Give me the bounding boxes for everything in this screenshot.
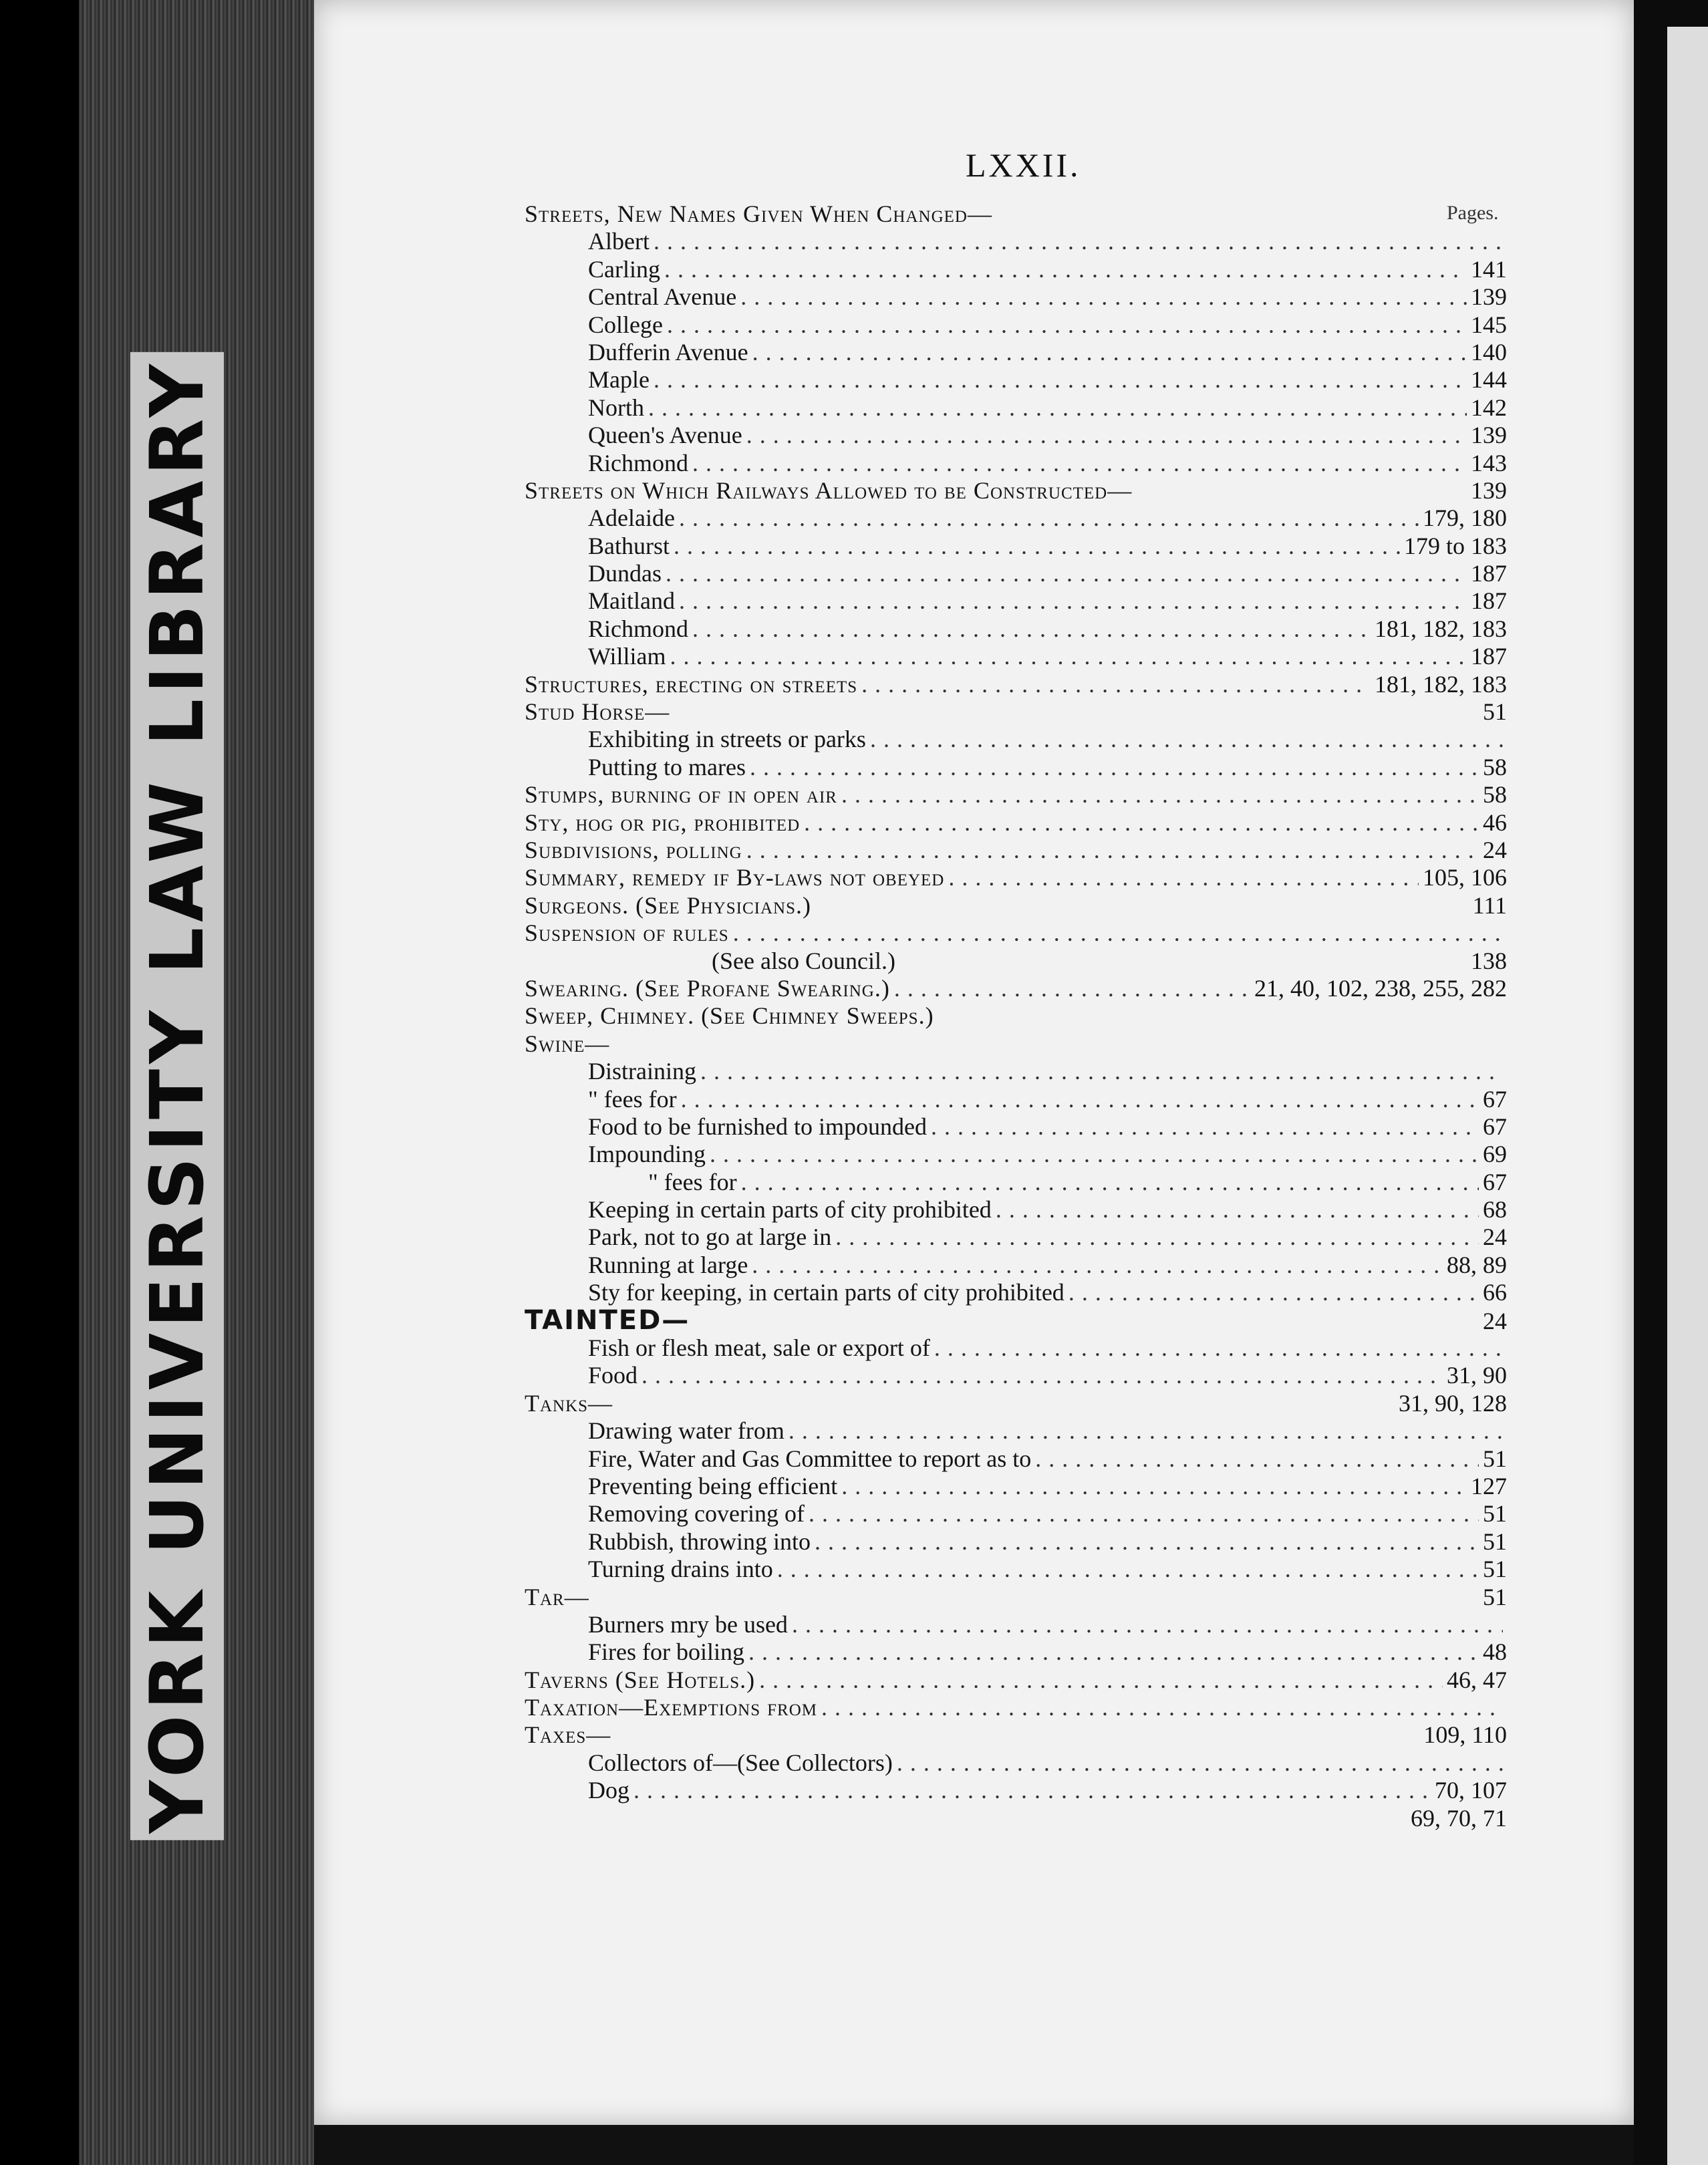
dot-leader <box>633 1777 1431 1804</box>
index-entry <box>525 422 1507 449</box>
index-entry <box>525 366 1507 394</box>
entry-label: Tanks— <box>525 1389 613 1417</box>
dot-leader <box>750 754 1479 781</box>
entry-pages: 51 <box>1483 1445 1507 1472</box>
entry-pages: 145 <box>1471 311 1507 338</box>
index-entry <box>525 533 1507 560</box>
entry-label: Maple <box>588 366 650 394</box>
dot-leader <box>700 1058 1503 1085</box>
entry-label: Bathurst <box>588 532 670 559</box>
entry-label: TAINTED— <box>525 1304 690 1336</box>
entry-pages: 142 <box>1471 394 1507 421</box>
index-entries <box>525 200 1507 1832</box>
entry-pages: 111 <box>1472 891 1507 919</box>
dot-leader <box>648 394 1467 422</box>
entry-pages: 31, 90, 128 <box>1399 1389 1507 1417</box>
entry-pages: 58 <box>1483 781 1507 809</box>
index-entry <box>525 1058 1507 1085</box>
spine-label-text: YORK UNIVERSITY LAW LIBRARY <box>130 352 224 1840</box>
dot-leader <box>948 864 1419 891</box>
index-entry <box>525 698 1507 726</box>
index-entry <box>525 311 1507 339</box>
entry-pages: 51 <box>1483 698 1507 726</box>
index-entry <box>525 228 1507 255</box>
entry-label: Richmond <box>588 615 688 642</box>
entry-pages: 21, 40, 102, 238, 255, 282 <box>1254 974 1507 1002</box>
dot-leader <box>642 1362 1443 1389</box>
entry-label: Tar— <box>525 1583 589 1610</box>
index-entry <box>525 919 1507 947</box>
entry-label: Turning drains into <box>588 1556 773 1583</box>
entry-label: Taxation—Exemptions from <box>525 1694 818 1721</box>
entry-label: Queen's Avenue <box>588 422 742 449</box>
entry-pages: 24 <box>1483 1223 1507 1251</box>
index-entry <box>525 671 1507 698</box>
index-entry <box>525 1113 1507 1141</box>
index-entry <box>525 1417 1507 1445</box>
index-entry <box>525 283 1507 311</box>
dot-leader <box>670 643 1467 670</box>
entry-label: Sweep, Chimney. (See Chimney Sweeps.) <box>525 1002 934 1030</box>
entry-label: Dufferin Avenue <box>588 338 748 366</box>
index-entry <box>525 1473 1507 1500</box>
entry-label: Albert <box>588 228 650 255</box>
entry-label: Rubbish, throwing into <box>588 1528 811 1555</box>
index-entry <box>525 1390 1507 1417</box>
index-entry <box>525 809 1507 837</box>
dot-leader <box>821 1694 1503 1721</box>
entry-pages: 51 <box>1483 1583 1507 1610</box>
entry-label: Food <box>588 1362 638 1389</box>
index-entry <box>525 1694 1507 1721</box>
entry-pages: 139 <box>1471 476 1507 504</box>
entry-label: Sty, hog or pig, prohibited <box>525 809 801 836</box>
entry-pages: 181, 182, 183 <box>1375 670 1507 698</box>
entry-label: Structures, erecting on streets <box>525 670 858 698</box>
dot-leader <box>894 975 1250 1002</box>
entry-label: Streets on Which Railways Allowed to be Constructed— <box>525 476 1133 504</box>
index-entry <box>525 975 1507 1002</box>
entry-label: Drawing water from <box>588 1417 785 1445</box>
dot-leader <box>861 671 1371 698</box>
index-entry <box>525 450 1507 477</box>
entry-pages: 66 <box>1483 1279 1507 1306</box>
entry-label: Exhibiting in streets or parks <box>588 726 866 753</box>
entry-pages: 67 <box>1483 1085 1507 1113</box>
entry-label: Fires for boiling <box>588 1638 744 1666</box>
index-entry <box>525 394 1507 422</box>
entry-label: Sty for keeping, in certain parts of city prohibited <box>588 1279 1064 1306</box>
index-entry <box>525 643 1507 670</box>
dot-leader <box>752 1252 1443 1279</box>
dot-leader <box>897 1749 1503 1777</box>
entry-label: Running at large <box>588 1251 748 1278</box>
entry-label: William <box>588 643 666 670</box>
entry-label: Dundas <box>588 560 662 587</box>
entry-pages: 58 <box>1483 753 1507 780</box>
entry-label: Fish or flesh meat, sale or export of <box>588 1334 930 1362</box>
index-entry <box>525 726 1507 753</box>
running-head: LXXII. <box>966 146 1081 184</box>
index-entry <box>525 948 1507 975</box>
entry-label: Removing covering of <box>588 1500 805 1528</box>
entry-pages: 24 <box>1483 836 1507 863</box>
entry-pages: 67 <box>1483 1168 1507 1195</box>
entry-pages: 144 <box>1471 366 1507 394</box>
entry-label: Impounding <box>588 1141 706 1168</box>
entry-label: Dog <box>588 1777 629 1804</box>
index-entry <box>525 892 1507 919</box>
dot-leader <box>667 311 1467 339</box>
entry-pages: 187 <box>1471 587 1507 615</box>
entry-label: Taxes— <box>525 1721 611 1749</box>
dot-leader <box>752 339 1467 366</box>
entry-pages: 179 to 183 <box>1403 532 1507 559</box>
index-entry <box>525 256 1507 283</box>
dot-leader <box>741 1169 1479 1196</box>
index-entry <box>525 1030 1507 1058</box>
index-entry <box>525 339 1507 366</box>
entry-pages: 69, 70, 71 <box>1411 1804 1507 1832</box>
entry-label: Suspension of rules <box>525 919 729 947</box>
entry-label: Collectors of—(See Collectors) <box>588 1749 893 1776</box>
entry-pages: 46, 47 <box>1447 1666 1507 1693</box>
index-entry <box>525 1279 1507 1306</box>
dot-leader <box>710 1141 1479 1168</box>
entry-pages: 48 <box>1483 1638 1507 1666</box>
dot-leader <box>674 533 1400 560</box>
index-entry <box>525 200 1507 228</box>
dot-leader <box>934 1334 1503 1362</box>
dot-leader <box>841 1473 1467 1500</box>
dot-leader <box>789 1417 1503 1445</box>
dot-leader <box>746 837 1479 864</box>
entry-pages: 127 <box>1471 1472 1507 1499</box>
dot-leader <box>692 450 1467 477</box>
index-entry <box>525 754 1507 781</box>
index-entry <box>525 1556 1507 1583</box>
entry-label: Stumps, burning of in open air <box>525 781 837 809</box>
dot-leader <box>1069 1279 1479 1306</box>
dot-leader <box>679 504 1419 532</box>
entry-pages: 140 <box>1471 338 1507 366</box>
dot-leader <box>841 781 1479 809</box>
entry-pages: 181, 182, 183 <box>1375 615 1507 642</box>
entry-label: Putting to mares <box>588 753 746 780</box>
index-entry <box>525 1528 1507 1556</box>
dot-leader <box>748 1638 1479 1666</box>
entry-pages: 24 <box>1483 1307 1507 1334</box>
dot-leader <box>679 587 1467 615</box>
entry-label: Maitland <box>588 587 675 615</box>
entry-label: (See also Council.) <box>712 947 895 974</box>
index-entry <box>525 504 1507 532</box>
entry-label: Burners mry be used <box>588 1610 788 1638</box>
index-entry <box>525 1777 1507 1804</box>
entry-label: Swine— <box>525 1030 610 1057</box>
dot-leader <box>654 228 1503 255</box>
entry-label: " fees for <box>588 1085 677 1113</box>
dot-leader <box>996 1196 1479 1223</box>
index-entry <box>525 1223 1507 1251</box>
index-entry <box>525 1252 1507 1279</box>
bottom-shadow <box>314 2125 1634 2165</box>
entry-label: Taverns (See Hotels.) <box>525 1666 756 1693</box>
pages-column-label: Pages. <box>1447 202 1499 224</box>
entry-label: Adelaide <box>588 504 675 532</box>
entry-pages: 143 <box>1471 449 1507 476</box>
entry-label: North <box>588 394 644 421</box>
entry-label: Subdivisions, polling <box>525 836 742 863</box>
entry-pages: 179, 180 <box>1423 504 1507 532</box>
index-entry <box>525 1362 1507 1389</box>
dot-leader <box>666 560 1467 587</box>
dot-leader <box>931 1113 1479 1141</box>
index-entry <box>525 1638 1507 1666</box>
entry-pages: 88, 89 <box>1447 1251 1507 1278</box>
entry-label: Distraining <box>588 1058 696 1085</box>
dot-leader <box>777 1556 1479 1583</box>
dot-leader <box>733 919 1503 947</box>
spine-label <box>127 358 227 1834</box>
index-entry <box>525 1141 1507 1168</box>
index-entry <box>525 1086 1507 1113</box>
dot-leader <box>664 256 1467 283</box>
index-entry <box>525 560 1507 587</box>
dot-leader <box>835 1223 1479 1251</box>
entry-pages: 187 <box>1471 643 1507 670</box>
index-entry <box>525 477 1507 504</box>
entry-label: Streets, New Names Given When Changed— <box>525 200 992 227</box>
dot-leader <box>1035 1445 1479 1473</box>
entry-label: Summary, remedy if By-laws not obeyed <box>525 864 945 891</box>
entry-label: Fire, Water and Gas Committee to report as to <box>588 1445 1032 1472</box>
facing-page-edge <box>1667 27 1708 2165</box>
index-entry <box>525 1334 1507 1362</box>
index-entry <box>525 1169 1507 1196</box>
entry-pages: 109, 110 <box>1423 1721 1507 1749</box>
index-entry <box>525 1584 1507 1611</box>
entry-pages: 70, 107 <box>1435 1777 1507 1804</box>
entry-label: Carling <box>588 255 660 283</box>
dot-leader <box>870 726 1503 753</box>
entry-label: Richmond <box>588 449 688 476</box>
index-entry <box>525 1721 1507 1749</box>
index-entry <box>525 1667 1507 1694</box>
entry-pages: 51 <box>1483 1528 1507 1555</box>
entry-label: Food to be furnished to impounded <box>588 1113 927 1140</box>
entry-pages: 139 <box>1471 283 1507 311</box>
index-entry <box>525 1196 1507 1223</box>
index-entry <box>525 1304 1507 1336</box>
dot-leader <box>746 422 1467 449</box>
index-entry <box>525 1002 1507 1030</box>
index-entry <box>525 1805 1507 1832</box>
dot-leader <box>681 1086 1479 1113</box>
entry-pages: 51 <box>1483 1500 1507 1528</box>
entry-label: " fees for <box>648 1168 737 1195</box>
index-entry <box>525 1611 1507 1638</box>
dot-leader <box>804 809 1479 837</box>
dot-leader <box>792 1611 1503 1638</box>
index-entry <box>525 587 1507 615</box>
index-entry <box>525 1749 1507 1777</box>
entry-pages: 46 <box>1483 809 1507 836</box>
index-entry <box>525 864 1507 891</box>
index-entry <box>525 837 1507 864</box>
entry-label: Central Avenue <box>588 283 737 311</box>
index-entry <box>525 781 1507 809</box>
entry-pages: 139 <box>1471 422 1507 449</box>
entry-label: Preventing being efficient <box>588 1472 838 1499</box>
entry-pages: 67 <box>1483 1113 1507 1140</box>
entry-label: Keeping in certain parts of city prohibited <box>588 1196 992 1223</box>
dot-leader <box>740 283 1467 311</box>
entry-pages: 51 <box>1483 1556 1507 1583</box>
dot-leader <box>692 615 1371 643</box>
dot-leader <box>654 366 1467 394</box>
index-entry <box>525 615 1507 643</box>
entry-label: Swearing. (See Profane Swearing.) <box>525 974 890 1002</box>
entry-label: Stud Horse— <box>525 698 670 726</box>
entry-pages: 138 <box>1471 947 1507 974</box>
entry-label: Surgeons. (See Physicians.) <box>525 891 811 919</box>
entry-pages: 105, 106 <box>1423 864 1507 891</box>
index-entry <box>525 1445 1507 1473</box>
entry-pages: 68 <box>1483 1196 1507 1223</box>
dot-leader <box>809 1500 1479 1528</box>
dot-leader <box>759 1667 1443 1694</box>
index-entry <box>525 1500 1507 1528</box>
dot-leader <box>815 1528 1479 1556</box>
entry-pages: 31, 90 <box>1447 1362 1507 1389</box>
entry-pages: 187 <box>1471 560 1507 587</box>
entry-label: College <box>588 311 663 338</box>
entry-pages: 141 <box>1471 255 1507 283</box>
entry-label: Park, not to go at large in <box>588 1223 832 1251</box>
entry-pages: 69 <box>1483 1141 1507 1168</box>
